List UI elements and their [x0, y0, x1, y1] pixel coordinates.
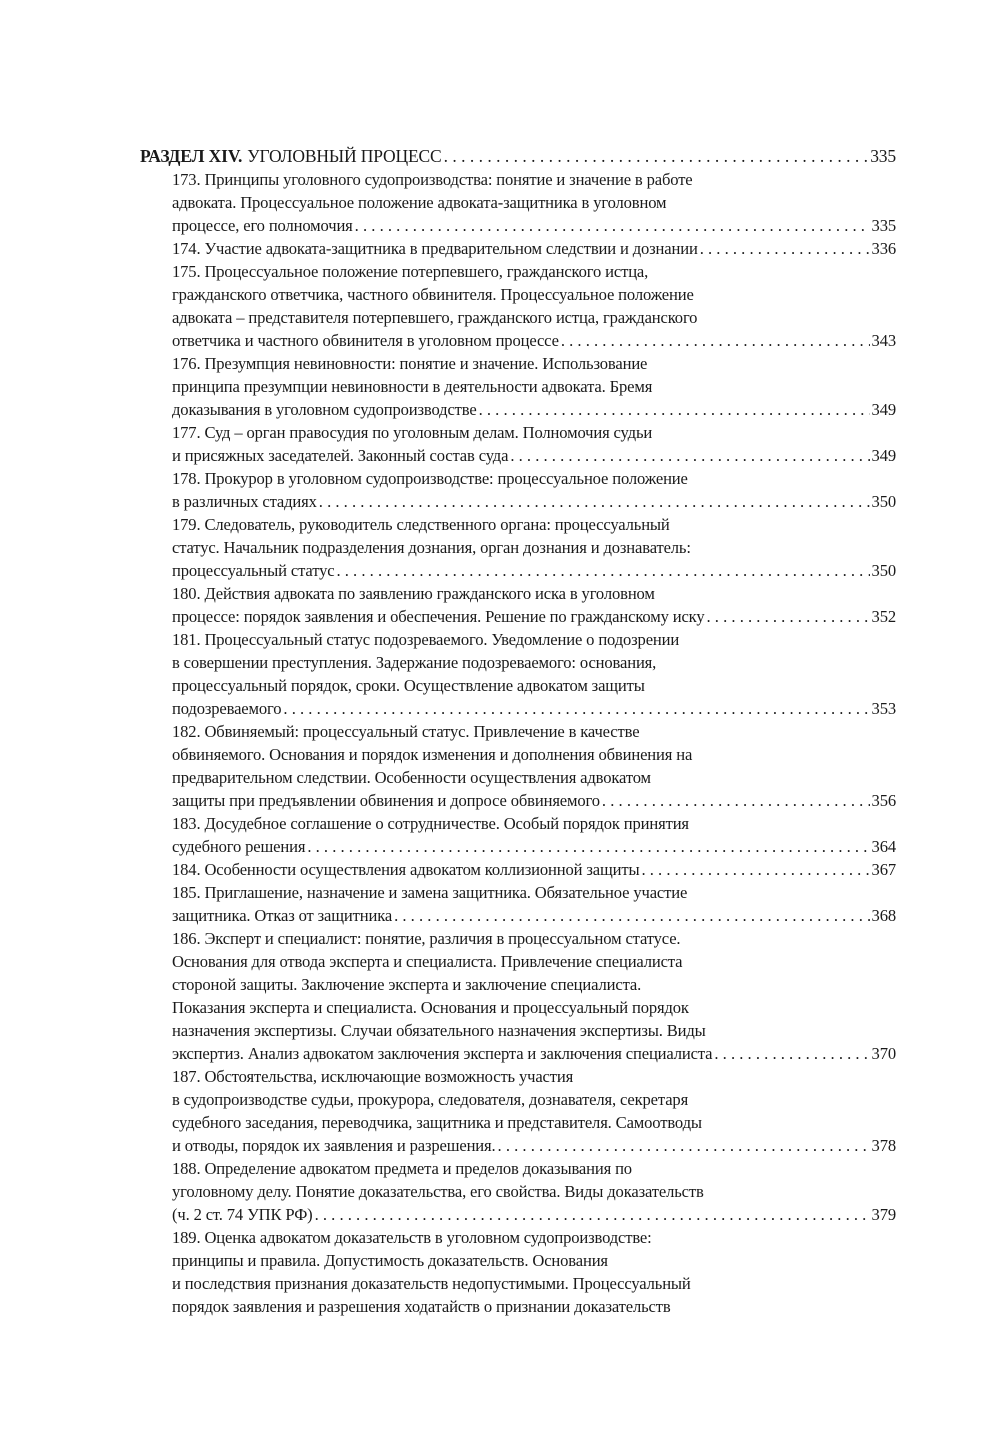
entry-text: доказывания в уголовном судопроизводстве	[172, 400, 477, 419]
toc-entry-line	[140, 352, 896, 375]
entry-text: адвоката. Процессуальное положение адвоката-защитника в уголовном	[172, 193, 667, 212]
toc-entry-line	[140, 1180, 896, 1203]
toc-entry-line	[140, 789, 896, 812]
entry-text: в судопроизводстве судьи, прокурора, следователя, дознавателя, секретаря	[172, 1090, 689, 1109]
toc-entry-line	[140, 329, 896, 352]
dot-leader	[700, 237, 870, 260]
toc-entry-line	[140, 260, 896, 283]
toc-entry-line	[140, 996, 896, 1019]
toc-entry-line	[140, 1134, 896, 1157]
section-heading	[140, 145, 896, 168]
toc-entry-line	[140, 168, 896, 191]
section-title: УГОЛОВНЫЙ ПРОЦЕСС	[247, 146, 442, 166]
dot-leader	[479, 398, 870, 421]
toc-entry-line	[140, 1019, 896, 1042]
entry-text: Показания эксперта и специалиста. Основания и процессуальный порядок	[172, 998, 689, 1017]
toc-entry	[140, 352, 896, 421]
page-number: 364	[871, 837, 896, 856]
entry-text: 180. Действия адвоката по заявлению гражданского иска в уголовном	[172, 584, 655, 603]
toc-entry	[140, 260, 896, 352]
toc-entry-line	[140, 605, 896, 628]
entry-text: 184. Особенности осуществления адвокатом коллизионной защиты	[172, 860, 640, 879]
toc-entry-line	[140, 191, 896, 214]
toc-entry-line	[140, 881, 896, 904]
toc-entry-line	[140, 1203, 896, 1226]
page-number: 349	[871, 446, 896, 465]
toc-entry	[140, 628, 896, 720]
dot-leader	[319, 490, 870, 513]
dot-leader	[714, 1042, 869, 1065]
dot-leader	[355, 214, 870, 237]
toc-entry-line	[140, 1157, 896, 1180]
toc-entry-line	[140, 835, 896, 858]
toc-entry	[140, 168, 896, 237]
entry-text: 178. Прокурор в уголовном судопроизводстве: процессуальное положение	[172, 469, 688, 488]
entry-text: судебного заседания, переводчика, защитника и представителя. Самоотводы	[172, 1113, 702, 1132]
entry-text: 174. Участие адвоката-защитника в предварительном следствии и дознании	[172, 239, 698, 258]
entry-text: защитника. Отказ от защитника	[172, 906, 393, 925]
page-number: 352	[871, 607, 896, 626]
entry-text: обвиняемого. Основания и порядок изменения и дополнения обвинения на	[172, 745, 693, 764]
toc-entry	[140, 1157, 896, 1226]
toc-entry-line	[140, 1042, 896, 1065]
entry-text: 188. Определение адвокатом предмета и пределов доказывания по	[172, 1159, 632, 1178]
page-number: 353	[871, 699, 896, 718]
page-number: 378	[871, 1136, 896, 1155]
toc-entry-line	[140, 490, 896, 513]
toc-entry-line	[140, 513, 896, 536]
dot-leader	[336, 559, 869, 582]
dot-leader	[283, 697, 869, 720]
entry-text: 185. Приглашение, назначение и замена защитника. Обязательное участие	[172, 883, 688, 902]
entry-text: стороной защиты. Заключение эксперта и заключение специалиста.	[172, 975, 642, 994]
entry-text: экспертиз. Анализ адвокатом заключения эксперта и заключения специалиста	[172, 1044, 713, 1063]
entry-text: процессе: порядок заявления и обеспечения. Решение по гражданскому иску	[172, 607, 705, 626]
toc-entry	[140, 1065, 896, 1157]
toc-entry-line	[140, 973, 896, 996]
toc-entry-line	[140, 697, 896, 720]
entry-text: в совершении преступления. Задержание подозреваемого: основания,	[172, 653, 657, 672]
entry-text: 181. Процессуальный статус подозреваемого. Уведомление о подозрении	[172, 630, 680, 649]
entry-text: 176. Презумпция невиновности: понятие и значение. Использование	[172, 354, 648, 373]
entry-text: 182. Обвиняемый: процессуальный статус. Привлечение в качестве	[172, 722, 640, 741]
toc-entry-line	[140, 628, 896, 651]
toc-entry	[140, 582, 896, 628]
toc-entry-line	[140, 1249, 896, 1272]
page-number: 350	[871, 561, 896, 580]
toc-entry-line	[140, 812, 896, 835]
dot-leader	[641, 858, 869, 881]
entry-text: 183. Досудебное соглашение о сотрудничестве. Особый порядок принятия	[172, 814, 689, 833]
page-number: 367	[871, 860, 896, 879]
toc-entry	[140, 858, 896, 881]
page-number: 343	[871, 331, 896, 350]
toc-entry	[140, 467, 896, 513]
toc-entry-line	[140, 858, 896, 881]
entry-text: 173. Принципы уголовного судопроизводства: понятие и значение в работе	[172, 170, 693, 189]
page-number: 368	[871, 906, 896, 925]
entry-text: предварительном следствии. Особенности осуществления адвокатом	[172, 768, 651, 787]
table-of-contents	[140, 145, 896, 1318]
toc-entry-line	[140, 1226, 896, 1249]
dot-leader	[498, 1134, 870, 1157]
entry-text: процессе, его полномочия	[172, 216, 353, 235]
toc-entry-line	[140, 651, 896, 674]
toc-entry-line	[140, 467, 896, 490]
toc-entry-line	[140, 421, 896, 444]
page-number: 350	[871, 492, 896, 511]
entry-text: статус. Начальник подразделения дознания, орган дознания и дознаватель:	[172, 538, 691, 557]
toc-entry-line	[140, 237, 896, 260]
toc-entry-line	[140, 1295, 896, 1318]
toc-entry	[140, 812, 896, 858]
toc-entry-line	[140, 306, 896, 329]
dot-leader	[707, 605, 870, 628]
entry-text: назначения экспертизы. Случаи обязательного назначения экспертизы. Виды	[172, 1021, 706, 1040]
toc-entry-line	[140, 1272, 896, 1295]
page-number: 356	[871, 791, 896, 810]
entry-text: принципа презумпции невиновности в деятельности адвоката. Бремя	[172, 377, 653, 396]
page-number: 379	[871, 1205, 896, 1224]
toc-entry-line	[140, 582, 896, 605]
page-number: 336	[871, 239, 896, 258]
entry-text: процессуальный статус	[172, 561, 335, 580]
toc-entry-line	[140, 559, 896, 582]
toc-entry-line	[140, 927, 896, 950]
entry-text: 175. Процессуальное положение потерпевшего, гражданского истца,	[172, 262, 649, 281]
entry-text: подозреваемого	[172, 699, 282, 718]
entry-text: процессуальный порядок, сроки. Осуществление адвокатом защиты	[172, 676, 645, 695]
toc-entry-line	[140, 1088, 896, 1111]
toc-entry-line	[140, 743, 896, 766]
toc-entry-line	[140, 674, 896, 697]
page-number: 335	[870, 146, 896, 166]
toc-entry	[140, 421, 896, 467]
entry-text: порядок заявления и разрешения ходатайств о признании доказательств	[172, 1297, 671, 1316]
dot-leader	[510, 444, 869, 467]
entry-text: и отводы, порядок их заявления и разрешения.	[172, 1136, 496, 1155]
toc-entry-line	[140, 536, 896, 559]
toc-entry-line	[140, 1065, 896, 1088]
entry-text: 189. Оценка адвокатом доказательств в уголовном судопроизводстве:	[172, 1228, 652, 1247]
dot-leader	[602, 789, 870, 812]
entry-text: 187. Обстоятельства, исключающие возможность участия	[172, 1067, 574, 1086]
entry-text: ответчика и частного обвинителя в уголовном процессе	[172, 331, 559, 350]
entry-text: (ч. 2 ст. 74 УПК РФ)	[172, 1205, 313, 1224]
toc-entry	[140, 513, 896, 582]
page-number: 335	[871, 216, 896, 235]
toc-entry	[140, 237, 896, 260]
toc-entry-line	[140, 283, 896, 306]
dot-leader	[307, 835, 869, 858]
entry-text: принципы и правила. Допустимость доказательств. Основания	[172, 1251, 608, 1270]
toc-entry-line	[140, 904, 896, 927]
toc-entry-line	[140, 214, 896, 237]
entry-text: 179. Следователь, руководитель следственного органа: процессуальный	[172, 515, 670, 534]
toc-entry	[140, 881, 896, 927]
dot-leader	[394, 904, 869, 927]
entry-text: в различных стадиях	[172, 492, 317, 511]
toc-entry	[140, 927, 896, 1065]
toc-entry-line	[140, 950, 896, 973]
toc-entry-line	[140, 444, 896, 467]
entry-text: Основания для отвода эксперта и специалиста. Привлечение специалиста	[172, 952, 683, 971]
toc-entry-line	[140, 720, 896, 743]
entry-text: судебного решения	[172, 837, 306, 856]
entry-text: 186. Эксперт и специалист: понятие, различия в процессуальном статусе.	[172, 929, 681, 948]
entry-text: и присяжных заседателей. Законный состав суда	[172, 446, 509, 465]
dot-leader	[561, 329, 870, 352]
toc-entry-line	[140, 398, 896, 421]
toc-entry-line	[140, 1111, 896, 1134]
toc-entry	[140, 1226, 896, 1318]
toc-entry	[140, 720, 896, 812]
dot-leader	[444, 145, 869, 168]
entry-text: и последствия признания доказательств недопустимыми. Процессуальный	[172, 1274, 691, 1293]
dot-leader	[315, 1203, 870, 1226]
page-number: 349	[871, 400, 896, 419]
entry-text: адвоката – представителя потерпевшего, гражданского истца, гражданского	[172, 308, 698, 327]
toc-entry-line	[140, 766, 896, 789]
section-label: РАЗДЕЛ XIV.	[140, 146, 243, 166]
entry-text: уголовному делу. Понятие доказательства, его свойства. Виды доказательств	[172, 1182, 704, 1201]
entry-text: защиты при предъявлении обвинения и допросе обвиняемого	[172, 791, 600, 810]
entry-text: 177. Суд – орган правосудия по уголовным делам. Полномочия судьи	[172, 423, 653, 442]
toc-entry-line	[140, 375, 896, 398]
page-number: 370	[871, 1044, 896, 1063]
entry-text: гражданского ответчика, частного обвинителя. Процессуальное положение	[172, 285, 694, 304]
